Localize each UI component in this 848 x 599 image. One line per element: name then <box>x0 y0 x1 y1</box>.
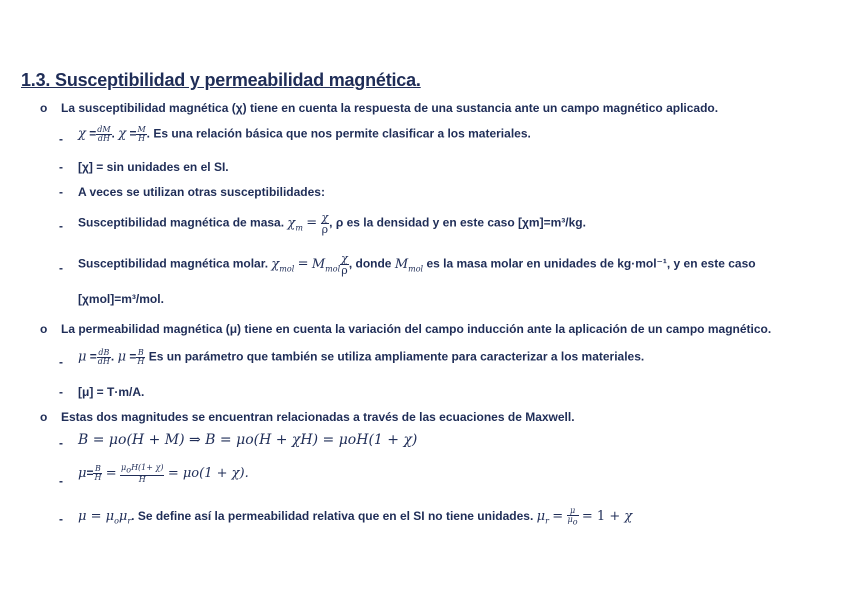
list-dash: - <box>59 219 63 233</box>
bullet-circle: o <box>40 101 48 115</box>
paragraph-maxwell: Estas dos magnitudes se encuentran relacionadas a través de las ecuaciones de Maxwell. <box>61 410 575 424</box>
item-text: Es un parámetro que también se utiliza ampliamente para caracterizar a los materiales. <box>148 349 645 364</box>
list-item-mass-susceptibility: Susceptibilidad magnética de masa. $\chi_m$ = $\frac{\chi}{\rho}$ , ρ es la densidad y en este caso [χm]=m³/kg. <box>78 211 586 236</box>
bullet-circle: o <box>40 322 48 336</box>
list-dash: - <box>59 474 63 488</box>
list-item-molar-units: [χmol]=m³/mol. <box>78 292 164 306</box>
item-text: = μo(1 + χ). <box>167 465 249 481</box>
equation-mu-relation: μ= $\frac{B}{H}$ = $\frac{\mu_oH(1+ \chi)}{H}$ = μo(1 + χ). <box>78 463 249 484</box>
list-item-chi-units: [χ] = sin unidades en el SI. <box>78 160 229 174</box>
list-dash: - <box>59 160 63 174</box>
list-dash: - <box>59 512 63 526</box>
list-dash: - <box>59 436 63 450</box>
list-item-molar-susceptibility: Susceptibilidad magnética molar. $\chi_{mol} = M_{mol}$ $\frac{\chi}{\rho}$ , donde $M_{mol}$ es la masa molar en unidades de kg·mol⁻¹, y en este caso <box>78 252 756 277</box>
list-item-mu-units: [μ] = T·m/A. <box>78 385 145 399</box>
item-text: Es una relación básica que nos permite clasificar a los materiales. <box>153 126 531 141</box>
bullet-circle: o <box>40 410 48 424</box>
equation-b-relation: B = μo(H + M) ⇒ B = μo(H + χH) = μoH(1 + χ) <box>78 432 418 448</box>
section-title: 1.3. Susceptibilidad y permeabilidad magnética. <box>21 70 421 90</box>
item-text: ρ es la densidad y en este caso [χm]=m³/kg. <box>335 215 586 230</box>
list-dash: - <box>59 132 63 146</box>
item-text: Susceptibilidad magnética de masa. <box>78 215 285 230</box>
list-item-chi-definition: χ = $\frac{dM}{dH}$ . χ = $\frac{M}{H}$ . Es una relación básica que nos permite clasificar a los materiales. <box>78 125 531 143</box>
list-dash: - <box>59 185 63 199</box>
paragraph-permeability: La permeabilidad magnética (μ) tiene en cuenta la variación del campo inducción ante la aplicación de un campo magnético. <box>61 322 772 336</box>
item-text: donde <box>355 256 392 271</box>
list-item-other-susceptibilities: A veces se utilizan otras susceptibilidades: <box>78 185 325 199</box>
list-dash: - <box>59 385 63 399</box>
item-text: Susceptibilidad magnética molar. <box>78 256 269 271</box>
list-item-mu-definition: μ = $\frac{dB}{dH}$ . μ = $\frac{B}{H}$ Es un parámetro que también se utiliza ampliamente para caracterizar a los materiales. <box>78 348 645 366</box>
item-text: es la masa molar en unidades de kg·mol⁻¹, y en este caso <box>426 256 756 271</box>
list-dash: - <box>59 355 63 369</box>
list-dash: - <box>59 261 63 275</box>
paragraph-susceptibility: La susceptibilidad magnética (χ) tiene en cuenta la respuesta de una sustancia ante un campo magnético aplicado. <box>61 101 719 115</box>
item-text: Se define así la permeabilidad relativa que en el SI no tiene unidades. <box>137 508 534 523</box>
equation-relative-permeability: $\mu = \mu_o\mu_r$. Se define así la permeabilidad relativa que en el SI no tiene unidades. $\mu_r$ = $\frac{\mu}{\mu_o}$ = 1 + χ <box>78 506 633 527</box>
